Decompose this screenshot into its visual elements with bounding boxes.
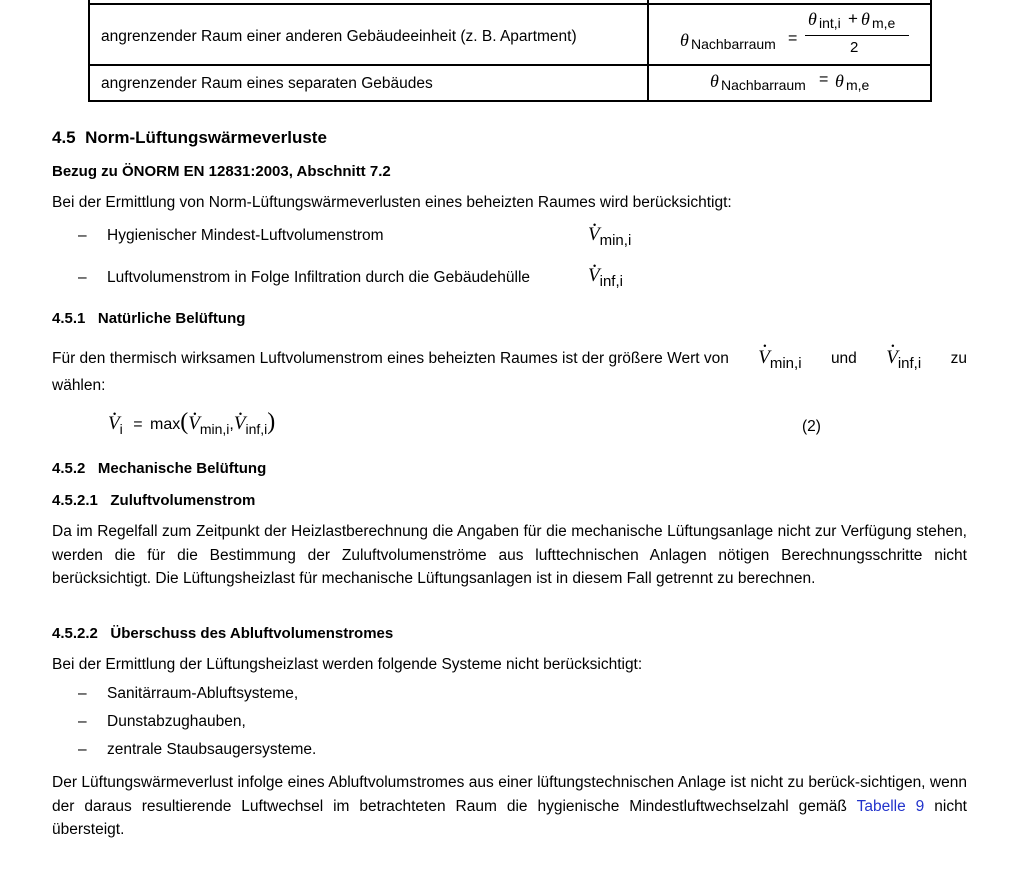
paragraph: Da im Regelfall zum Zeitpunkt der Heizlastberechnung die Angaben für die mechanische Lüftungsanlage nicht zur Verfügung stehen, werden die für die Bestimmung der Zuluftvolumenströme aus lufttechnischen Anlagen nötigen Berechnungsschritte nicht berücksichtigt. Die Lüftungsheizlast für mechanische Lüftungsanlagen ist in diesem Fall getrennt zu berechnen. xyxy=(52,523,967,587)
formula-symbol: θ xyxy=(808,9,817,29)
formula-subscript: Nachbarraum xyxy=(721,77,806,93)
section-title: Zuluftvolumenstrom xyxy=(110,492,256,509)
table-rule xyxy=(90,3,930,5)
formula-subscript: m,e xyxy=(872,15,896,31)
paragraph-text: Der Lüftungswärmeverlust infolge eines Abluftvolumstromes aus einer lüftungstechnischen Anlage ist nicht zu berück-sichtigen, wenn der daraus resultierende Luftwechsel im betrachteten Raum die hygienische Mindestluftwechselzahl gemäß xyxy=(52,774,967,815)
inline-math xyxy=(758,347,802,373)
section-heading-4-5-2-1 xyxy=(52,492,255,509)
section-title: Mechanische Belüftung xyxy=(97,460,267,477)
formula-symbol: θ xyxy=(710,71,719,91)
paragraph-text: und xyxy=(830,350,857,367)
table-row-formula xyxy=(710,71,910,95)
symbol-subscript: min,i xyxy=(599,232,632,250)
table-row-formula xyxy=(680,9,920,60)
paragraph xyxy=(52,771,967,842)
list-dash: – xyxy=(78,227,87,244)
paragraph-text: wählen: xyxy=(52,377,106,394)
equation-number: (2) xyxy=(802,418,821,435)
table-row-label: angrenzender Raum einer anderen Gebäudeeinheit (z. B. Apartment) xyxy=(101,28,577,45)
paragraph-text: Für den thermisch wirksamen Luftvolumenstrom eines beheizten Raumes ist der größere Wert von xyxy=(52,350,729,367)
list-dash: – xyxy=(78,685,87,702)
symbol-subscript: min,i xyxy=(769,355,802,373)
symbol-subscript: min,i xyxy=(199,420,230,437)
section-title: Norm-Lüftungswärmeverluste xyxy=(85,128,327,147)
formula-subscript: Nachbarraum xyxy=(691,36,776,52)
paragraph-text: nicht übersteigt. xyxy=(52,797,967,838)
list-item-text: Luftvolumenstrom in Folge Infiltration durch die Gebäudehülle xyxy=(107,269,531,286)
formula-symbol: θ xyxy=(861,9,870,29)
list-item xyxy=(78,686,87,702)
table-column-divider xyxy=(647,0,649,100)
v-dot-symbol: · V xyxy=(588,224,600,245)
equation-equals: = xyxy=(133,416,143,433)
list-item-text: Sanitärraum-Abluftsysteme, xyxy=(107,685,299,702)
v-dot-symbol: · V xyxy=(758,347,770,368)
section-number: 4.5.2 xyxy=(52,460,86,477)
formula-subscript: m,e xyxy=(846,77,870,93)
formula-symbol: θ xyxy=(680,30,689,50)
list-item xyxy=(78,270,87,286)
section-number: 4.5.2.2 xyxy=(52,625,98,642)
section-number: 4.5.1 xyxy=(52,310,86,327)
list-dash: – xyxy=(78,269,87,286)
equation-separator: , xyxy=(229,416,234,433)
list-item-text: Dunstabzughauben, xyxy=(107,713,246,730)
symbol-subscript: inf,i xyxy=(599,273,623,291)
section-intro: Bei der Ermittlung der Lüftungsheizlast werden folgende Systeme nicht berücksichtigt: xyxy=(52,656,643,673)
formula-plus: + xyxy=(848,9,858,28)
section-heading-4-5-2-2 xyxy=(52,625,393,642)
list-item-symbol xyxy=(588,224,632,250)
section-title: Überschuss des Abluftvolumenstromes xyxy=(110,625,394,642)
section-title: Natürliche Belüftung xyxy=(97,310,246,327)
v-dot-symbol: · V xyxy=(188,413,200,434)
section-number: 4.5.2.1 xyxy=(52,492,98,509)
standard-reference: Bezug zu ÖNORM EN 12831:2003, Abschnitt 7.2 xyxy=(52,163,391,180)
list-item xyxy=(78,228,87,244)
section-heading-4-5 xyxy=(52,128,327,148)
formula-equals: = xyxy=(819,71,829,88)
fraction-bar xyxy=(805,35,909,36)
list-dash: – xyxy=(78,741,87,758)
list-dash: – xyxy=(78,713,87,730)
table-rule xyxy=(90,64,930,66)
v-dot-symbol: · V xyxy=(234,413,246,434)
paragraph-line xyxy=(52,347,967,373)
list-item-symbol xyxy=(588,265,623,291)
formula-symbol: θ xyxy=(835,71,844,91)
list-item-text: zentrale Staubsaugersysteme. xyxy=(107,741,317,758)
equation-function: max xyxy=(149,416,181,433)
table-row-label: angrenzender Raum eines separaten Gebäudes xyxy=(101,75,433,92)
neighbour-room-table xyxy=(88,0,932,102)
list-item-text: Hygienischer Mindest-Luftvolumenstrom xyxy=(107,227,384,244)
section-intro: Bei der Ermittlung von Norm-Lüftungswärmeverlusten eines beheizten Raumes wird berücksichtigt: xyxy=(52,194,732,211)
section-heading-4-5-2 xyxy=(52,460,266,477)
inline-math xyxy=(886,347,922,373)
symbol-subscript: inf,i xyxy=(897,355,922,373)
v-dot-symbol: · V xyxy=(108,413,120,434)
symbol-subscript: inf,i xyxy=(245,420,268,437)
v-dot-symbol: · V xyxy=(588,265,600,286)
section-number: 4.5 xyxy=(52,128,76,147)
formula-subscript: int,i xyxy=(819,15,841,31)
formula-denominator: 2 xyxy=(850,39,859,56)
table-9-link[interactable]: Tabelle 9 xyxy=(856,797,925,815)
equation-2: · Vi = max(· Vmin,i,· Vinf,i) xyxy=(108,409,275,439)
symbol-subscript: i xyxy=(119,420,123,437)
paragraph-text: zu xyxy=(950,350,967,367)
list-item xyxy=(78,714,87,730)
section-heading-4-5-1 xyxy=(52,310,245,327)
formula-equals: = xyxy=(788,30,798,47)
list-item xyxy=(78,742,87,758)
v-dot-symbol: · V xyxy=(886,347,898,368)
